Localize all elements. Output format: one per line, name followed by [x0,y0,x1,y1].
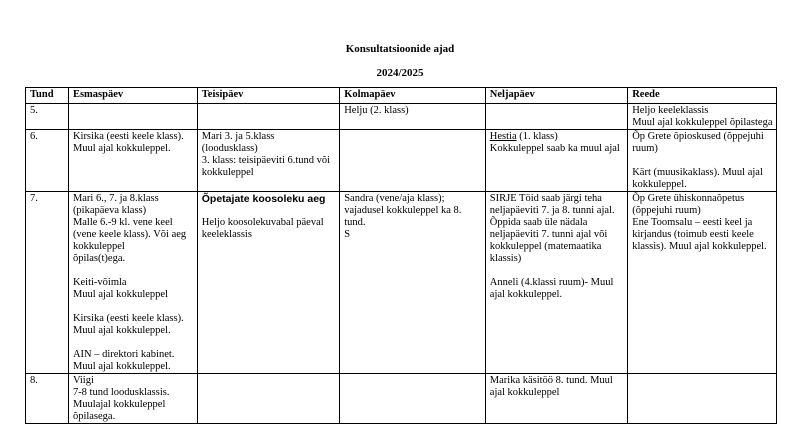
cell-paragraph: Mari 6., 7. ja 8.klass (pikapäeva klass) Malle 6.-9 kl. vene keel (vene keele klass). Või aeg kokkuleppel õpilas(t)ega. [72,193,187,264]
header-row [26,88,777,104]
meeting-time-heading: Õpetajate koosoleku aeg [201,193,326,205]
cell-reede [628,130,777,192]
cell-kolmapaev [340,130,486,192]
cell-esmaspaev: Kirsika (eesti keele klass). Muul ajal kokkuleppel. [68,130,197,192]
consultation-table [25,87,777,424]
cell-paragraph: Heljo koosolekuvabal päeval keeleklassis [201,217,324,240]
cell-kolmapaev: Sandra (vene/aja klass); vajadusel kokkuleppel ka 8. tund. S [340,192,486,374]
cell-tund: 6. [26,130,69,192]
table-row [26,130,777,192]
cell-neljapaev [485,130,627,192]
cell-teisipaev [197,374,339,424]
cell-kolmapaev: Helju (2. klass) [340,104,486,130]
header-teisipaev: Teisipäev [197,88,339,104]
cell-esmaspaev [68,104,197,130]
cell-reede [628,374,777,424]
cell-paragraph: SIRJE Töid saab järgi teha neljapäeviti 7. ja 8. tunni ajal. Õppida saab üle nädala neljapäeviti 7. tunni ajal või kokkuleppel (matemaatika klassis) [489,193,615,264]
table-row [26,374,777,424]
cell-teisipaev [197,104,339,130]
header-esmaspaev: Esmaspäev [68,88,197,104]
header-reede: Reede [628,88,777,104]
header-tund: Tund [26,88,69,104]
cell-text: (1. klass) Kokkuleppel saab ka muul ajal [489,131,620,154]
cell-paragraph: Anneli (4.klassi ruum)- Muul ajal kokkuleppel. [489,277,614,300]
cell-neljapaev [485,192,627,374]
table-row [26,192,777,374]
cell-neljapaev: Marika käsitöö 8. tund. Muul ajal kokkuleppel [485,374,627,424]
cell-tund: 8. [26,374,69,424]
page-title: Konsultatsioonide ajad [345,43,455,55]
table-row [26,104,777,130]
cell-tund: 7. [26,192,69,374]
cell-tund: 5. [26,104,69,130]
cell-teisipaev [197,192,339,374]
cell-paragraph: AIN – direktori kabinet. Muul ajal kokkuleppel. [72,349,175,372]
cell-reede: Õp Grete ühiskonnaõpetus (õppejuhi ruum) Ene Toomsalu – eesti keel ja kirjandus (toimub eesti keele klassis). Muul ajal kokkuleppel. [628,192,777,374]
cell-teisipaev: Mari 3. ja 5.klass (loodusklass) 3. klass: teisipäeviti 6.tund või kokkuleppel [197,130,339,192]
cell-paragraph: Kirsika (eesti keele klass). Muul ajal kokkuleppel. [72,313,184,336]
cell-neljapaev [485,104,627,130]
school-year: 2024/2025 [376,67,424,79]
cell-kolmapaev [340,374,486,424]
cell-paragraph: Õp Grete õpioskused (õppejuhi ruum) [632,131,764,154]
cell-reede: Heljo keeleklassis Muul ajal kokkuleppel õpilastega [628,104,777,130]
header-neljapaev: Neljapäev [485,88,627,104]
cell-esmaspaev: Viigi 7-8 tund loodusklassis. Muulajal kokkuleppel õpilasega. [68,374,197,424]
cell-paragraph: Kärt (muusikaklass). Muul ajal kokkuleppel. [632,167,763,190]
teacher-name-underlined: Hestia [489,131,517,142]
cell-paragraph: Keiti-võimla Muul ajal kokkuleppel [72,277,169,300]
cell-esmaspaev [68,192,197,374]
header-kolmapaev: Kolmapäev [340,88,486,104]
